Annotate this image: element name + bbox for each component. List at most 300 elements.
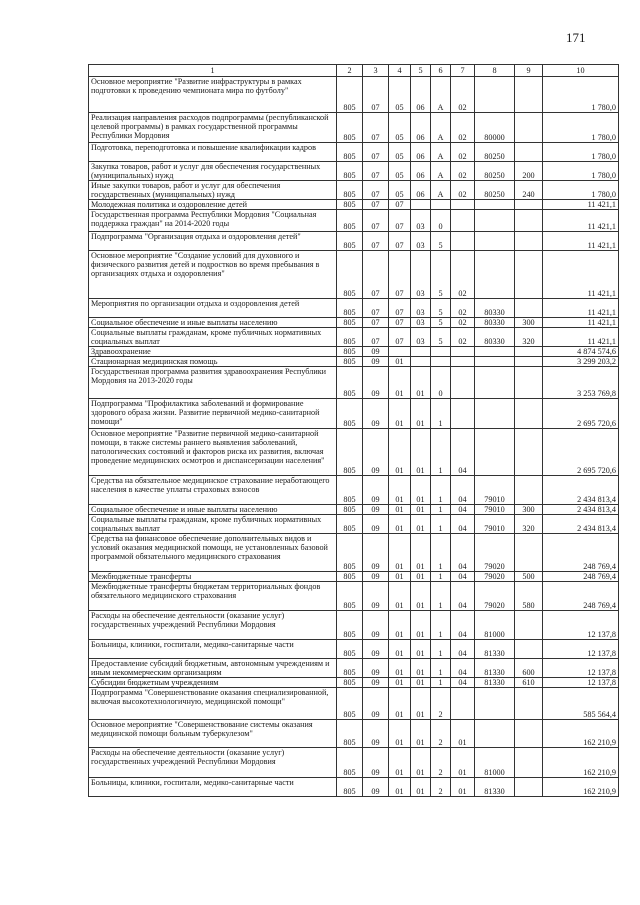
code-cell: 05 bbox=[389, 143, 411, 162]
code-cell: 805 bbox=[337, 515, 363, 534]
row-name: Средства на обязательное медицинское страхование неработающего населения в качестве уплаты страховых взносов bbox=[89, 476, 337, 505]
row-name: Предоставление субсидий бюджетным, автономным учреждениям и иным некоммерческим организациям bbox=[89, 659, 337, 678]
code-cell: 805 bbox=[337, 328, 363, 347]
row-name: Государственная программа Республики Мордовия "Социальная поддержка граждан" на 2014-2020 годы bbox=[89, 210, 337, 232]
row-name: Основное мероприятие "Совершенствование системы оказания медицинской помощи больным туберкулезом" bbox=[89, 720, 337, 748]
header-cell: 7 bbox=[451, 65, 475, 77]
code-cell bbox=[475, 251, 515, 299]
table-row bbox=[89, 318, 619, 328]
code-cell: 07 bbox=[363, 299, 389, 318]
table-row bbox=[89, 688, 619, 720]
code-cell bbox=[515, 357, 543, 367]
code-cell bbox=[515, 534, 543, 572]
code-cell: 5 bbox=[431, 318, 451, 328]
code-cell: 05 bbox=[389, 77, 411, 113]
header-cell: 8 bbox=[475, 65, 515, 77]
code-cell: 80330 bbox=[475, 318, 515, 328]
code-cell bbox=[515, 611, 543, 640]
row-name: Основное мероприятие "Развитие инфраструктуры в рамках подготовки к проведению чемпионата мира по футболу" bbox=[89, 77, 337, 113]
amount-cell: 11 421,1 bbox=[543, 318, 619, 328]
code-cell: 03 bbox=[411, 299, 431, 318]
code-cell: 09 bbox=[363, 688, 389, 720]
code-cell bbox=[515, 251, 543, 299]
code-cell: 80250 bbox=[475, 181, 515, 200]
amount-cell: 1 780,0 bbox=[543, 181, 619, 200]
code-cell: 2 bbox=[431, 778, 451, 797]
code-cell bbox=[431, 200, 451, 210]
code-cell: 0 bbox=[431, 210, 451, 232]
amount-cell: 1 780,0 bbox=[543, 162, 619, 181]
code-cell: 09 bbox=[363, 505, 389, 515]
code-cell: А bbox=[431, 143, 451, 162]
code-cell bbox=[475, 429, 515, 476]
code-cell: 580 bbox=[515, 582, 543, 611]
table-row bbox=[89, 181, 619, 200]
header-cell: 10 bbox=[543, 65, 619, 77]
code-cell bbox=[515, 113, 543, 143]
code-cell: 5 bbox=[431, 328, 451, 347]
code-cell: 81330 bbox=[475, 678, 515, 688]
code-cell: 05 bbox=[389, 162, 411, 181]
code-cell: 06 bbox=[411, 143, 431, 162]
code-cell bbox=[451, 210, 475, 232]
code-cell: 1 bbox=[431, 572, 451, 582]
table-row bbox=[89, 200, 619, 210]
code-cell bbox=[515, 429, 543, 476]
row-name: Расходы на обеспечение деятельности (оказание услуг) государственных учреждений Республики Мордовия bbox=[89, 611, 337, 640]
code-cell: 01 bbox=[389, 688, 411, 720]
code-cell: 02 bbox=[451, 77, 475, 113]
code-cell: 1 bbox=[431, 505, 451, 515]
code-cell: 01 bbox=[451, 720, 475, 748]
code-cell: 805 bbox=[337, 659, 363, 678]
code-cell: 04 bbox=[451, 505, 475, 515]
code-cell bbox=[475, 367, 515, 399]
code-cell: 09 bbox=[363, 582, 389, 611]
code-cell: 02 bbox=[451, 162, 475, 181]
code-cell: 02 bbox=[451, 318, 475, 328]
code-cell bbox=[515, 77, 543, 113]
code-cell bbox=[515, 688, 543, 720]
row-name: Социальные выплаты гражданам, кроме публичных нормативных социальных выплат bbox=[89, 515, 337, 534]
code-cell bbox=[515, 210, 543, 232]
code-cell: 07 bbox=[389, 210, 411, 232]
code-cell bbox=[475, 399, 515, 429]
code-cell: 04 bbox=[451, 534, 475, 572]
table-row bbox=[89, 678, 619, 688]
amount-cell: 2 434 813,4 bbox=[543, 515, 619, 534]
code-cell bbox=[515, 778, 543, 797]
code-cell: 80330 bbox=[475, 328, 515, 347]
code-cell bbox=[411, 200, 431, 210]
code-cell: 300 bbox=[515, 318, 543, 328]
code-cell: 09 bbox=[363, 476, 389, 505]
amount-cell: 11 421,1 bbox=[543, 251, 619, 299]
code-cell: 2 bbox=[431, 748, 451, 778]
code-cell bbox=[515, 143, 543, 162]
code-cell: 79010 bbox=[475, 515, 515, 534]
table-row bbox=[89, 720, 619, 748]
code-cell: 07 bbox=[363, 181, 389, 200]
code-cell bbox=[411, 357, 431, 367]
row-name: Больницы, клиники, госпитали, медико-санитарные части bbox=[89, 778, 337, 797]
code-cell: 03 bbox=[411, 210, 431, 232]
code-cell: 06 bbox=[411, 77, 431, 113]
code-cell bbox=[431, 357, 451, 367]
code-cell: 81000 bbox=[475, 748, 515, 778]
amount-cell: 2 695 720,6 bbox=[543, 399, 619, 429]
code-cell: 805 bbox=[337, 429, 363, 476]
code-cell: 805 bbox=[337, 143, 363, 162]
amount-cell: 162 210,9 bbox=[543, 748, 619, 778]
code-cell: 610 bbox=[515, 678, 543, 688]
amount-cell: 1 780,0 bbox=[543, 113, 619, 143]
code-cell: 09 bbox=[363, 399, 389, 429]
code-cell: 01 bbox=[389, 611, 411, 640]
code-cell: 09 bbox=[363, 347, 389, 357]
code-cell: 01 bbox=[411, 399, 431, 429]
table-row bbox=[89, 113, 619, 143]
row-name: Государственная программа развития здравоохранения Республики Мордовия на 2013-2020 годы bbox=[89, 367, 337, 399]
table-row bbox=[89, 399, 619, 429]
amount-cell: 3 253 769,8 bbox=[543, 367, 619, 399]
row-name: Подпрограмма "Совершенствование оказания специализированной, включая высокотехнологичную, медицинской помощи" bbox=[89, 688, 337, 720]
amount-cell: 12 137,8 bbox=[543, 611, 619, 640]
code-cell: 02 bbox=[451, 328, 475, 347]
code-cell: 79010 bbox=[475, 505, 515, 515]
header-cell: 1 bbox=[89, 65, 337, 77]
code-cell: 01 bbox=[411, 640, 431, 659]
code-cell bbox=[451, 357, 475, 367]
code-cell: 09 bbox=[363, 367, 389, 399]
amount-cell: 162 210,9 bbox=[543, 720, 619, 748]
code-cell bbox=[515, 720, 543, 748]
row-name: Подготовка, переподготовка и повышение квалификации кадров bbox=[89, 143, 337, 162]
table-row bbox=[89, 232, 619, 251]
code-cell: 01 bbox=[389, 748, 411, 778]
code-cell: 01 bbox=[389, 429, 411, 476]
code-cell: 07 bbox=[363, 328, 389, 347]
code-cell: 5 bbox=[431, 251, 451, 299]
code-cell: 01 bbox=[389, 678, 411, 688]
code-cell: 09 bbox=[363, 429, 389, 476]
table-row bbox=[89, 367, 619, 399]
code-cell: 09 bbox=[363, 778, 389, 797]
code-cell bbox=[475, 688, 515, 720]
code-cell bbox=[389, 347, 411, 357]
code-cell: 805 bbox=[337, 476, 363, 505]
header-cell: 5 bbox=[411, 65, 431, 77]
table-row bbox=[89, 572, 619, 582]
code-cell: 07 bbox=[363, 113, 389, 143]
code-cell bbox=[475, 357, 515, 367]
code-cell: 09 bbox=[363, 572, 389, 582]
code-cell: 1 bbox=[431, 476, 451, 505]
code-cell: 01 bbox=[411, 534, 431, 572]
code-cell: 01 bbox=[411, 748, 431, 778]
code-cell: 80330 bbox=[475, 299, 515, 318]
code-cell: 01 bbox=[411, 688, 431, 720]
amount-cell: 2 434 813,4 bbox=[543, 505, 619, 515]
code-cell: 01 bbox=[411, 582, 431, 611]
table-row bbox=[89, 251, 619, 299]
code-cell: 01 bbox=[411, 659, 431, 678]
code-cell: 300 bbox=[515, 505, 543, 515]
code-cell: 07 bbox=[363, 232, 389, 251]
table-row bbox=[89, 347, 619, 357]
code-cell: 01 bbox=[451, 748, 475, 778]
code-cell: 04 bbox=[451, 678, 475, 688]
code-cell: 1 bbox=[431, 515, 451, 534]
code-cell: 09 bbox=[363, 748, 389, 778]
code-cell: 805 bbox=[337, 113, 363, 143]
code-cell: 1 bbox=[431, 678, 451, 688]
code-cell: 06 bbox=[411, 181, 431, 200]
code-cell: 01 bbox=[411, 476, 431, 505]
code-cell: 805 bbox=[337, 347, 363, 357]
code-cell: 2 bbox=[431, 720, 451, 748]
code-cell: 5 bbox=[431, 299, 451, 318]
code-cell: 02 bbox=[451, 143, 475, 162]
code-cell: 04 bbox=[451, 429, 475, 476]
code-cell: 80000 bbox=[475, 113, 515, 143]
code-cell: 805 bbox=[337, 299, 363, 318]
code-cell: 06 bbox=[411, 113, 431, 143]
code-cell: 805 bbox=[337, 611, 363, 640]
code-cell: 805 bbox=[337, 778, 363, 797]
row-name: Основное мероприятие "Создание условий для духовного и физического развития детей и подростков во время пребывания в организациях отдыха и оздоровления" bbox=[89, 251, 337, 299]
row-name: Основное мероприятие "Развитие первичной медико-санитарной помощи, в также системы раннего выявления заболеваний, патологических состояний и факторов риска их развития, включая проведение медицинских осмотров и диспансеризации населения" bbox=[89, 429, 337, 476]
code-cell bbox=[475, 210, 515, 232]
code-cell: 09 bbox=[363, 659, 389, 678]
code-cell bbox=[475, 200, 515, 210]
code-cell: 07 bbox=[363, 210, 389, 232]
code-cell: 805 bbox=[337, 200, 363, 210]
code-cell: 805 bbox=[337, 318, 363, 328]
code-cell: 03 bbox=[411, 251, 431, 299]
code-cell: 320 bbox=[515, 328, 543, 347]
code-cell: 79020 bbox=[475, 534, 515, 572]
code-cell: 805 bbox=[337, 720, 363, 748]
amount-cell: 162 210,9 bbox=[543, 778, 619, 797]
table-row bbox=[89, 162, 619, 181]
code-cell: 07 bbox=[363, 143, 389, 162]
code-cell: 805 bbox=[337, 678, 363, 688]
table-row bbox=[89, 534, 619, 572]
code-cell: 09 bbox=[363, 611, 389, 640]
row-name: Мероприятия по организации отдыха и оздоровления детей bbox=[89, 299, 337, 318]
code-cell: 07 bbox=[363, 200, 389, 210]
header-cell: 6 bbox=[431, 65, 451, 77]
code-cell: А bbox=[431, 181, 451, 200]
code-cell: 05 bbox=[389, 181, 411, 200]
code-cell: 805 bbox=[337, 505, 363, 515]
code-cell: 01 bbox=[389, 476, 411, 505]
code-cell: 09 bbox=[363, 515, 389, 534]
code-cell: 2 bbox=[431, 688, 451, 720]
code-cell: 600 bbox=[515, 659, 543, 678]
code-cell: 02 bbox=[451, 251, 475, 299]
amount-cell: 11 421,1 bbox=[543, 232, 619, 251]
code-cell: 01 bbox=[411, 429, 431, 476]
code-cell: 01 bbox=[411, 572, 431, 582]
code-cell bbox=[475, 77, 515, 113]
code-cell bbox=[515, 399, 543, 429]
code-cell: 07 bbox=[389, 200, 411, 210]
row-name: Больницы, клиники, госпитали, медико-санитарные части bbox=[89, 640, 337, 659]
table-row bbox=[89, 357, 619, 367]
code-cell: 805 bbox=[337, 251, 363, 299]
amount-cell: 585 564,4 bbox=[543, 688, 619, 720]
code-cell: 03 bbox=[411, 328, 431, 347]
table-row bbox=[89, 476, 619, 505]
code-cell: 01 bbox=[411, 505, 431, 515]
code-cell: 5 bbox=[431, 232, 451, 251]
code-cell: 02 bbox=[451, 113, 475, 143]
code-cell: 1 bbox=[431, 659, 451, 678]
code-cell: 09 bbox=[363, 720, 389, 748]
budget-table bbox=[88, 64, 619, 797]
code-cell: 805 bbox=[337, 640, 363, 659]
code-cell: 805 bbox=[337, 232, 363, 251]
code-cell: 0 bbox=[431, 367, 451, 399]
amount-cell: 1 780,0 bbox=[543, 77, 619, 113]
code-cell: 805 bbox=[337, 399, 363, 429]
table-row bbox=[89, 515, 619, 534]
code-cell: А bbox=[431, 77, 451, 113]
amount-cell: 248 769,4 bbox=[543, 534, 619, 572]
code-cell bbox=[515, 347, 543, 357]
code-cell: 805 bbox=[337, 367, 363, 399]
code-cell: 01 bbox=[389, 534, 411, 572]
header-cell: 4 bbox=[389, 65, 411, 77]
table-row bbox=[89, 210, 619, 232]
code-cell: 805 bbox=[337, 181, 363, 200]
code-cell: 07 bbox=[363, 251, 389, 299]
code-cell: 03 bbox=[411, 232, 431, 251]
row-name: Средства на финансовое обеспечение дополнительных видов и условий оказания медицинской помощи, не установленных базовой программой обязательного медицинского страхования bbox=[89, 534, 337, 572]
code-cell: 01 bbox=[451, 778, 475, 797]
code-cell: 04 bbox=[451, 611, 475, 640]
amount-cell: 248 769,4 bbox=[543, 582, 619, 611]
code-cell bbox=[451, 367, 475, 399]
code-cell: 01 bbox=[411, 678, 431, 688]
code-cell: 01 bbox=[389, 357, 411, 367]
code-cell: 805 bbox=[337, 534, 363, 572]
amount-cell: 3 299 203,2 bbox=[543, 357, 619, 367]
code-cell bbox=[515, 232, 543, 251]
code-cell: 81330 bbox=[475, 778, 515, 797]
code-cell: 79010 bbox=[475, 476, 515, 505]
code-cell: 805 bbox=[337, 162, 363, 181]
code-cell: 02 bbox=[451, 181, 475, 200]
header-row bbox=[89, 65, 619, 77]
code-cell: А bbox=[431, 162, 451, 181]
code-cell: 09 bbox=[363, 357, 389, 367]
table-row bbox=[89, 778, 619, 797]
row-name: Молодежная политика и оздоровление детей bbox=[89, 200, 337, 210]
table-row bbox=[89, 429, 619, 476]
amount-cell: 12 137,8 bbox=[543, 640, 619, 659]
code-cell: 01 bbox=[411, 367, 431, 399]
code-cell: 1 bbox=[431, 640, 451, 659]
code-cell: 805 bbox=[337, 748, 363, 778]
code-cell: 805 bbox=[337, 582, 363, 611]
amount-cell: 12 137,8 bbox=[543, 659, 619, 678]
code-cell: 81330 bbox=[475, 659, 515, 678]
table-row bbox=[89, 748, 619, 778]
code-cell: 01 bbox=[389, 515, 411, 534]
code-cell: 79020 bbox=[475, 582, 515, 611]
code-cell: 805 bbox=[337, 210, 363, 232]
code-cell: 04 bbox=[451, 515, 475, 534]
code-cell: 07 bbox=[363, 162, 389, 181]
code-cell bbox=[451, 200, 475, 210]
row-name: Социальные выплаты гражданам, кроме публичных нормативных социальных выплат bbox=[89, 328, 337, 347]
code-cell bbox=[475, 347, 515, 357]
code-cell: 04 bbox=[451, 476, 475, 505]
row-name: Подпрограмма "Организация отдыха и оздоровления детей" bbox=[89, 232, 337, 251]
code-cell: 805 bbox=[337, 77, 363, 113]
code-cell: 1 bbox=[431, 611, 451, 640]
page-number: 171 bbox=[566, 30, 586, 45]
row-name: Межбюджетные трансферты bbox=[89, 572, 337, 582]
code-cell: 09 bbox=[363, 640, 389, 659]
row-name: Межбюджетные трансферты бюджетам территориальных фондов обязательного медицинского страхования bbox=[89, 582, 337, 611]
amount-cell: 11 421,1 bbox=[543, 328, 619, 347]
row-name: Расходы на обеспечение деятельности (оказание услуг) государственных учреждений Республики Мордовия bbox=[89, 748, 337, 778]
code-cell: 81000 bbox=[475, 611, 515, 640]
code-cell bbox=[515, 476, 543, 505]
code-cell: 01 bbox=[389, 659, 411, 678]
amount-cell: 11 421,1 bbox=[543, 200, 619, 210]
code-cell: 03 bbox=[411, 318, 431, 328]
code-cell: 01 bbox=[411, 515, 431, 534]
code-cell bbox=[451, 399, 475, 429]
row-name: Подпрограмма "Профилактика заболеваний и формирование здорового образа жизни. Развитие первичной медико-санитарной помощи" bbox=[89, 399, 337, 429]
code-cell: 1 bbox=[431, 582, 451, 611]
table-row bbox=[89, 640, 619, 659]
table-row bbox=[89, 77, 619, 113]
code-cell: А bbox=[431, 113, 451, 143]
header-cell: 9 bbox=[515, 65, 543, 77]
code-cell bbox=[515, 640, 543, 659]
table-row bbox=[89, 611, 619, 640]
code-cell bbox=[431, 347, 451, 357]
row-name: Социальное обеспечение и иные выплаты населению bbox=[89, 318, 337, 328]
code-cell: 80250 bbox=[475, 162, 515, 181]
amount-cell: 11 421,1 bbox=[543, 299, 619, 318]
code-cell bbox=[451, 688, 475, 720]
code-cell bbox=[411, 347, 431, 357]
row-name: Субсидии бюджетным учреждениям bbox=[89, 678, 337, 688]
code-cell bbox=[515, 748, 543, 778]
amount-cell: 12 137,8 bbox=[543, 678, 619, 688]
code-cell: 09 bbox=[363, 678, 389, 688]
code-cell bbox=[515, 367, 543, 399]
code-cell: 81330 bbox=[475, 640, 515, 659]
table-body bbox=[89, 77, 619, 797]
code-cell: 02 bbox=[451, 299, 475, 318]
code-cell: 805 bbox=[337, 572, 363, 582]
code-cell: 07 bbox=[363, 77, 389, 113]
code-cell: 79020 bbox=[475, 572, 515, 582]
header-cell: 2 bbox=[337, 65, 363, 77]
code-cell: 01 bbox=[389, 720, 411, 748]
row-name: Иные закупки товаров, работ и услуг для обеспечения государственных (муниципальных) нужд bbox=[89, 181, 337, 200]
amount-cell: 248 769,4 bbox=[543, 572, 619, 582]
amount-cell: 11 421,1 bbox=[543, 210, 619, 232]
